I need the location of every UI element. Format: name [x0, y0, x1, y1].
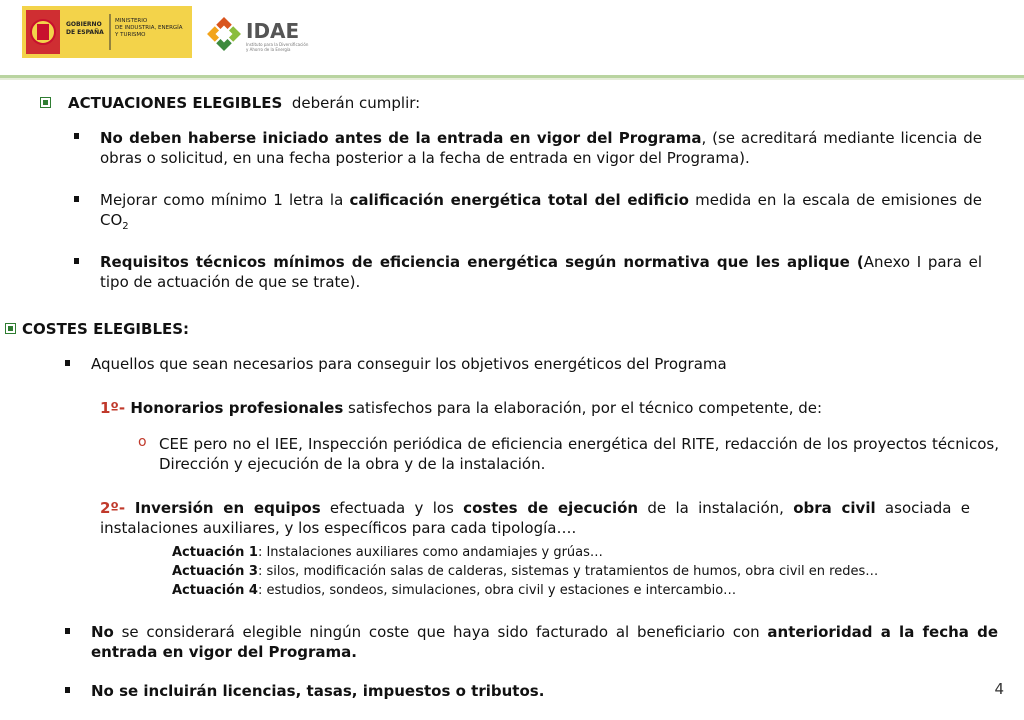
- p2-text3: asociada e instalaciones auxiliares, y los específicos para cada tipología….: [100, 499, 970, 537]
- svg-text:Instituto para la Diversificac: Instituto para la Diversificación: [246, 42, 309, 47]
- honorarios-detail: CEE pero no el IEE, Inspección periódica de eficiencia energética del RITE, redacción de los proyectos técnicos, Dirección y ejecución de la obra y de la instalación.: [159, 435, 999, 473]
- p2-text1: efectuada y los: [320, 499, 464, 517]
- svg-text:IDAE: IDAE: [246, 19, 300, 43]
- page-number: 4: [994, 680, 1004, 698]
- note1-bold2: anterioridad a la fecha de entrada en vigor del Programa.: [91, 623, 999, 661]
- section1-heading-bold: ACTUACIONES ELEGIBLES: [68, 94, 283, 112]
- item2-sub: 2: [122, 221, 129, 232]
- actuacion-line: [172, 562, 878, 581]
- honorarios-paragraph: [100, 398, 980, 418]
- square-bullet-icon: [65, 687, 70, 693]
- checkbox-bullet-icon: [40, 97, 51, 108]
- p1-number: 1º-: [100, 399, 126, 417]
- p2-bold2: costes de ejecución: [463, 499, 639, 517]
- list-item: [100, 128, 982, 168]
- actuacion-label: Actuación 3: [172, 564, 258, 579]
- p2-bold3: obra civil: [793, 499, 876, 517]
- circle-bullet-icon: o: [138, 434, 147, 450]
- p1-bold: Honorarios profesionales: [125, 399, 344, 417]
- svg-text:DE ESPAÑA: DE ESPAÑA: [66, 29, 104, 36]
- actuacion-label: Actuación 1: [172, 545, 258, 560]
- item1-bold: No deben haberse iniciado antes de la entrada en vigor del Programa: [100, 129, 702, 147]
- square-bullet-icon: [74, 133, 79, 139]
- svg-text:y Ahorro de la Energía: y Ahorro de la Energía: [246, 47, 291, 52]
- header-divider-shade: [0, 78, 1024, 80]
- note1-text: se considerará elegible ningún coste que haya sido facturado al beneficiario con: [113, 623, 768, 641]
- header: [0, 0, 1024, 80]
- actuacion-line: [172, 543, 603, 562]
- actuacion-text: : Instalaciones auxiliares como andamiajes y grúas…: [257, 545, 603, 560]
- actuacion-text: : silos, modificación salas de calderas, sistemas y tratamientos de humos, obra civil en redes…: [257, 564, 879, 579]
- checkbox-bullet-icon: [5, 323, 16, 334]
- list-item: [100, 190, 982, 237]
- svg-text:MINISTERIO: MINISTERIO: [115, 18, 148, 24]
- item3-bold: Requisitos técnicos mínimos de eficiencia energética según normativa que les aplique (: [100, 253, 864, 271]
- item2-rest: medida en la escala de emisiones de CO: [100, 191, 982, 229]
- actuacion-label: Actuación 4: [172, 583, 258, 598]
- square-bullet-icon: [74, 196, 79, 202]
- item2-pre: Mejorar como mínimo 1 letra la: [100, 191, 350, 209]
- note-excluded-taxes: No se incluirán licencias, tasas, impuestos o tributos.: [91, 682, 545, 700]
- section2-heading: COSTES ELEGIBLES:: [22, 320, 190, 338]
- square-bullet-icon: [65, 360, 70, 366]
- actuacion-line: [172, 581, 736, 600]
- note-invoiced-costs: [91, 622, 998, 662]
- section2-intro: Aquellos que sean necesarios para conseguir los objetivos energéticos del Programa: [91, 355, 727, 373]
- government-of-spain-logo: [22, 6, 192, 58]
- section1-heading-rest: deberán cumplir:: [291, 94, 421, 112]
- inversion-paragraph: [100, 498, 970, 538]
- square-bullet-icon: [65, 628, 70, 634]
- section1-heading: [68, 93, 420, 113]
- svg-text:Y TURISMO: Y TURISMO: [115, 32, 146, 38]
- item2-bold: calificación energética total del edificio: [349, 191, 689, 209]
- svg-text:DE INDUSTRIA, ENERGÍA: DE INDUSTRIA, ENERGÍA: [115, 25, 183, 31]
- item1-rest: , (se acreditará mediante licencia de obras o solicitud, en una fecha posterior a la fecha de entrada en vigor del Programa).: [100, 129, 982, 167]
- p2-text2: de la instalación,: [638, 499, 794, 517]
- note1-bold: No: [91, 623, 114, 641]
- svg-text:GOBIERNO: GOBIERNO: [66, 21, 102, 28]
- p2-bold1: Inversión en equipos: [125, 499, 321, 517]
- square-bullet-icon: [74, 258, 79, 264]
- item3-rest: Anexo I para el tipo de actuación de que se trate).: [100, 253, 982, 291]
- idae-logo: [204, 14, 334, 54]
- p2-number: 2º-: [100, 499, 126, 517]
- p1-rest: satisfechos para la elaboración, por el técnico competente, de:: [343, 399, 823, 417]
- list-item: [100, 252, 982, 292]
- actuacion-text: : estudios, sondeos, simulaciones, obra civil y estaciones e intercambio…: [257, 583, 737, 598]
